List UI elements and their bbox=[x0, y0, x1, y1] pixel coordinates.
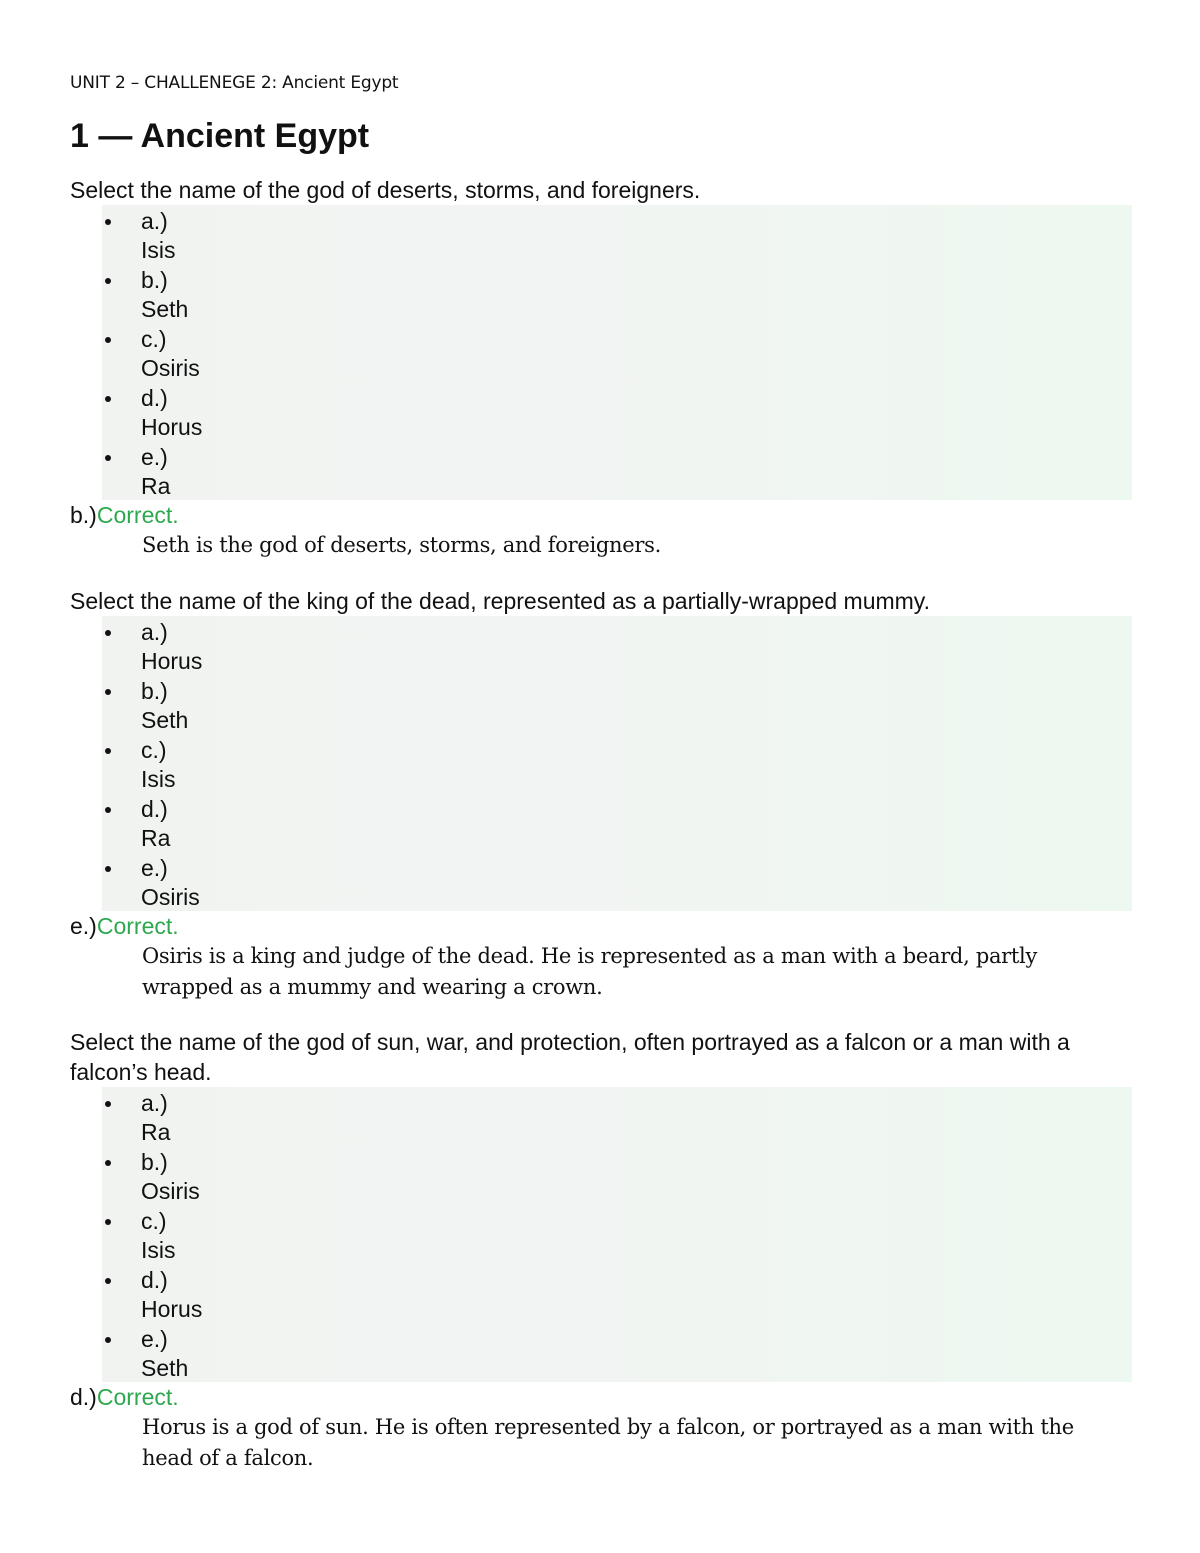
result-line bbox=[70, 1382, 1132, 1412]
option-item[interactable] bbox=[102, 852, 1132, 911]
option-text: Osiris bbox=[141, 884, 200, 910]
selected-answer: e.) bbox=[70, 913, 97, 939]
option-item[interactable] bbox=[102, 1087, 1132, 1146]
bullet-icon bbox=[105, 807, 111, 813]
option-item[interactable] bbox=[102, 205, 1132, 264]
explanation-text: Horus is a god of sun. He is often represented by a falcon, or portrayed as a man with the head of a falcon. bbox=[142, 1415, 1074, 1470]
option-item[interactable] bbox=[102, 793, 1132, 852]
option-item[interactable] bbox=[102, 382, 1132, 441]
result-line bbox=[70, 500, 1132, 530]
option-letter: c.) bbox=[141, 737, 167, 763]
bullet-icon bbox=[105, 455, 111, 461]
option-text: Isis bbox=[141, 1237, 176, 1263]
option-letter: b.) bbox=[141, 267, 168, 293]
bullet-icon bbox=[105, 1337, 111, 1343]
option-letter: c.) bbox=[141, 1208, 167, 1234]
option-item[interactable] bbox=[102, 264, 1132, 323]
selected-answer: d.) bbox=[70, 1384, 97, 1410]
option-letter: d.) bbox=[141, 385, 168, 411]
option-text: Isis bbox=[141, 237, 176, 263]
question-prompt: Select the name of the god of deserts, storms, and foreigners. bbox=[70, 177, 701, 203]
correct-status: Correct. bbox=[96, 913, 179, 939]
option-list bbox=[102, 616, 1132, 911]
option-text: Horus bbox=[141, 414, 203, 440]
option-text: Ra bbox=[141, 1119, 171, 1145]
bullet-icon bbox=[105, 748, 111, 754]
option-letter: e.) bbox=[141, 1326, 168, 1352]
option-text: Horus bbox=[141, 648, 203, 674]
option-letter: b.) bbox=[141, 678, 168, 704]
option-text: Seth bbox=[141, 296, 189, 322]
bullet-icon bbox=[105, 1101, 111, 1107]
option-item[interactable] bbox=[102, 1264, 1132, 1323]
option-item[interactable] bbox=[102, 1205, 1132, 1264]
option-text: Osiris bbox=[141, 355, 200, 381]
bullet-icon bbox=[105, 630, 111, 636]
question-prompt: Select the name of the god of sun, war, and protection, often portrayed as a falcon or a man with a falcon’s head. bbox=[70, 1029, 1070, 1085]
bullet-icon bbox=[105, 219, 111, 225]
correct-status: Correct. bbox=[96, 1384, 179, 1410]
question-1 bbox=[70, 175, 1132, 561]
selected-answer: b.) bbox=[70, 502, 97, 528]
option-text: Isis bbox=[141, 766, 176, 792]
bullet-icon bbox=[105, 278, 111, 284]
option-item[interactable] bbox=[102, 1323, 1132, 1382]
explanation-text: Seth is the god of deserts, storms, and foreigners. bbox=[142, 533, 661, 557]
result-line bbox=[70, 911, 1132, 941]
bullet-icon bbox=[105, 337, 111, 343]
option-letter: b.) bbox=[141, 1149, 168, 1175]
explanation-text: Osiris is a king and judge of the dead. He is represented as a man with a beard, partly wrapped as a mummy and wearing a crown. bbox=[142, 944, 1038, 999]
question-prompt: Select the name of the king of the dead, represented as a partially-wrapped mummy. bbox=[70, 588, 930, 614]
option-letter: a.) bbox=[141, 1090, 168, 1116]
option-text: Ra bbox=[141, 825, 171, 851]
option-item[interactable] bbox=[102, 675, 1132, 734]
bullet-icon bbox=[105, 866, 111, 872]
option-letter: e.) bbox=[141, 855, 168, 881]
option-item[interactable] bbox=[102, 323, 1132, 382]
option-list bbox=[102, 1087, 1132, 1382]
option-text: Seth bbox=[141, 707, 189, 733]
bullet-icon bbox=[105, 689, 111, 695]
page-title: 1 — Ancient Egypt bbox=[70, 117, 370, 155]
question-3 bbox=[70, 1027, 1132, 1474]
bullet-icon bbox=[105, 396, 111, 402]
option-text: Osiris bbox=[141, 1178, 200, 1204]
option-letter: a.) bbox=[141, 619, 168, 645]
option-item[interactable] bbox=[102, 441, 1132, 500]
bullet-icon bbox=[105, 1219, 111, 1225]
option-list bbox=[102, 205, 1132, 500]
option-text: Horus bbox=[141, 1296, 203, 1322]
option-letter: d.) bbox=[141, 796, 168, 822]
option-letter: a.) bbox=[141, 208, 168, 234]
option-letter: d.) bbox=[141, 1267, 168, 1293]
bullet-icon bbox=[105, 1160, 111, 1166]
option-letter: c.) bbox=[141, 326, 167, 352]
unit-header: UNIT 2 – CHALLENEGE 2: Ancient Egypt bbox=[70, 73, 399, 93]
option-text: Seth bbox=[141, 1355, 189, 1381]
bullet-icon bbox=[105, 1278, 111, 1284]
option-item[interactable] bbox=[102, 734, 1132, 793]
option-item[interactable] bbox=[102, 616, 1132, 675]
option-text: Ra bbox=[141, 473, 171, 499]
option-letter: e.) bbox=[141, 444, 168, 470]
question-2 bbox=[70, 586, 1132, 1003]
correct-status: Correct. bbox=[96, 502, 179, 528]
option-item[interactable] bbox=[102, 1146, 1132, 1205]
